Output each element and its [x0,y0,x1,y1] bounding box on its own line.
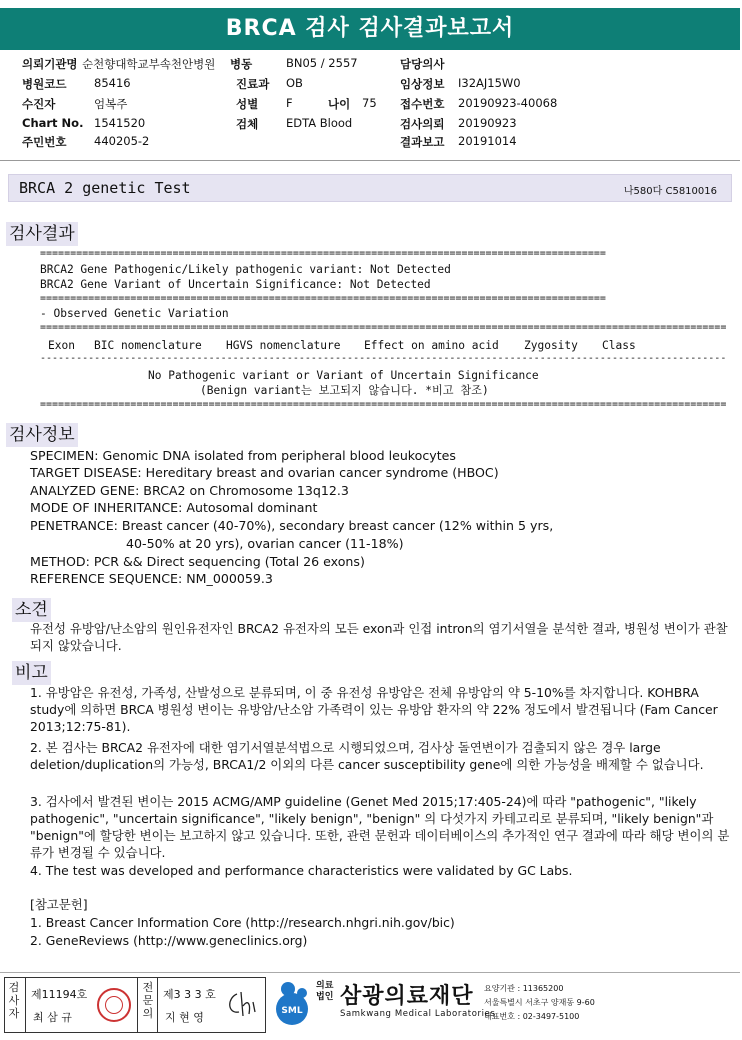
info-specimen: SPECIMEN: Genomic DNA isolated from peripheral blood leukocytes [30,448,456,463]
reference-1: 1. Breast Cancer Information Core (http://research.nhgri.nih.gov/bic) [30,915,455,930]
header-row-3 [22,96,732,114]
divider-line: ------------------------------------------------------------------------------------------------------------------ [40,353,727,364]
remark-1: 1. 유방암은 유전성, 가족성, 산발성으로 분류되며, 이 중 유전성 유방암은 전체 유방암의 약 5-10%를 차지합니다. KOHBRA study에 의하면 BRCA 병원성 변이는 유방암/난소암 가족력이 있는 유방암 환자의 약 22% 정도에서 발견됩니다 (Fam Cancer 2013;12:75-81). [30,685,718,734]
benign-note: (Benign variant는 보고되지 않습니다. *비고 참조) [200,384,489,397]
info-penetrance-cont: 40-50% at 20 yrs), ovarian cancer (11-18%) [126,536,404,551]
receipt-value: 20190923-40068 [458,96,558,110]
col-zygosity: Zygosity [524,339,578,352]
patient-label: 수진자 [22,97,56,111]
hospital-code-value: 85416 [94,76,131,90]
seal-inner [105,996,123,1014]
test-name: BRCA 2 genetic Test [19,179,191,197]
vus-result: BRCA2 Gene Variant of Uncertain Significance: Not Detected [40,278,431,291]
inspector-number: 제11194호 [31,988,88,1001]
remark-3: 3. 검사에서 발견된 변이는 2015 ACMG/AMP guideline (Genet Med 2015;17:405-24)에 따라 "pathogenic", "likely pathogenic", "uncertain significance", "likely benign", "benign" 의 다섯가지 카테고리로 분류되며, "likely benign"과 "benign"에 할당한 변이는 보고하지 않고 있습니다. 또한, 관련 문헌과 데이터베이스의 추가적인 연구 결과에 따라 해당 변이의 분류가 변경될 수 있습니다. [30,794,730,860]
info-method: METHOD: PCR && Direct sequencing (Total 26 exons) [30,554,365,569]
org-address: 서울특별시 서초구 양재동 9-60 [484,998,595,1007]
results-heading: 검사결과 [6,222,78,246]
org-type: 의료법인 [316,981,334,1002]
header-row-1 [22,56,732,74]
id-label: 주민번호 [22,135,67,149]
observed-variation-title: - Observed Genetic Variation [40,307,229,320]
col-class: Class [602,339,636,352]
box-divider [25,978,26,1032]
box-divider [157,978,158,1032]
seal-stamp [97,988,131,1022]
sex-label: 성별 [236,97,259,111]
request-label: 검사의뢰 [400,117,445,131]
specimen-value: EDTA Blood [286,116,353,130]
org-english-name: Samkwang Medical Laboratories [340,1009,496,1019]
specimen-label: 검체 [236,117,259,131]
info-penetrance: PENETRANCE: Breast cancer (40-70%), secondary breast cancer (12% within 5 yrs, [30,518,554,533]
info-gene: ANALYZED GENE: BRCA2 on Chromosome 13q12.3 [30,483,349,498]
receipt-label: 접수번호 [400,97,445,111]
inspector-name: 최 삼 규 [33,1011,72,1024]
references-heading: [참고문헌] [30,897,88,912]
chart-label: Chart No. [22,116,84,130]
opinion-text: 유전성 유방암/난소암의 원인유전자인 BRCA2 유전자의 모든 exon과 인접 intron의 염기서열을 분석한 결과, 병원성 변이가 관찰되지 않았습니다. [30,621,728,653]
divider-line: ================================================================================================================== [40,322,727,333]
signature-box [4,977,266,1033]
inspector-label: 검사자 [8,981,20,1020]
sml-logo-icon [272,979,312,1027]
org-block [272,977,742,1033]
info-heading: 검사정보 [6,423,78,447]
patient-value: 엄복주 [94,97,128,111]
report-date-value: 20191014 [458,134,517,148]
pathogenic-result: BRCA2 Gene Pathogenic/Likely pathogenic variant: Not Detected [40,263,451,276]
ward-label: 병동 [230,57,253,71]
age-label: 나이 [328,97,351,111]
divider-line: ============================================================================================== [40,293,606,304]
header-row-2 [22,76,732,94]
clinical-value: I32AJ15W0 [458,76,521,90]
col-exon: Exon [48,339,75,352]
request-value: 20190923 [458,116,517,130]
org-code: 요양기관 : 11365200 [484,984,564,993]
sex-value: F [286,96,293,110]
remarks-heading: 비고 [12,661,51,685]
divider-line: ================================================================================================================== [40,399,727,410]
header-row-5 [22,134,732,152]
report-date-label: 결과보고 [400,135,445,149]
remark-4: 4. The test was developed and performance characteristics were validated by GC Labs. [30,863,573,878]
box-divider [137,978,138,1032]
header-row-4 [22,116,732,134]
ward-value: BN05 / 2557 [286,56,358,70]
info-target: TARGET DISEASE: Hereditary breast and ovarian cancer syndrome (HBOC) [30,465,499,480]
col-effect: Effect on amino acid [364,339,499,352]
info-reference: REFERENCE SEQUENCE: NM_000059.3 [30,571,273,586]
header-divider [0,160,740,161]
chart-value: 1541520 [94,116,146,130]
doctor-label: 담당의사 [400,57,445,71]
institution-label: 의뢰기관명 [22,57,78,71]
divider-line: ============================================================================================== [40,248,606,259]
test-name-bar [8,174,732,202]
footer [0,972,740,1034]
specialist-number: 제3 3 3 호 [163,988,216,1001]
clinical-label: 임상정보 [400,77,445,91]
info-mode: MODE OF INHERITANCE: Autosomal dominant [30,500,318,515]
org-phone: 대표번호 : 02-3497-5100 [484,1012,580,1021]
report-title: BRCA 검사 검사결과보고서 [0,8,740,50]
specialist-label: 전문의 [142,981,154,1020]
reference-2: 2. GeneReviews (http://www.geneclinics.org) [30,933,308,948]
col-hgvs: HGVS nomenclature [226,339,341,352]
col-bic: BIC nomenclature [94,339,202,352]
opinion-heading: 소견 [12,598,51,622]
institution-value: 순천향대학교부속천안병원 [82,57,216,71]
dept-value: OB [286,76,303,90]
signature-icon [223,988,263,1022]
id-value: 440205-2 [94,134,150,148]
test-code: 나580다 C5810016 [623,186,717,197]
age-value: 75 [362,96,377,110]
hospital-code-label: 병원코드 [22,77,67,91]
logo-text: SML [281,1006,303,1016]
remark-2: 2. 본 검사는 BRCA2 유전자에 대한 염기서열분석법으로 시행되었으며, 검사상 돌연변이가 검출되지 않은 경우 large deletion/duplication의 가능성, BRCA1/2 이외의 다른 cancer susceptibility gene에 의한 가능성을 배제할 수 없습니다. [30,740,704,772]
dept-label: 진료과 [236,77,270,91]
no-variant-text: No Pathogenic variant or Variant of Uncertain Significance [148,369,539,382]
org-name: 삼광의료재단 [340,984,474,1009]
specialist-name: 지 현 영 [165,1011,204,1024]
